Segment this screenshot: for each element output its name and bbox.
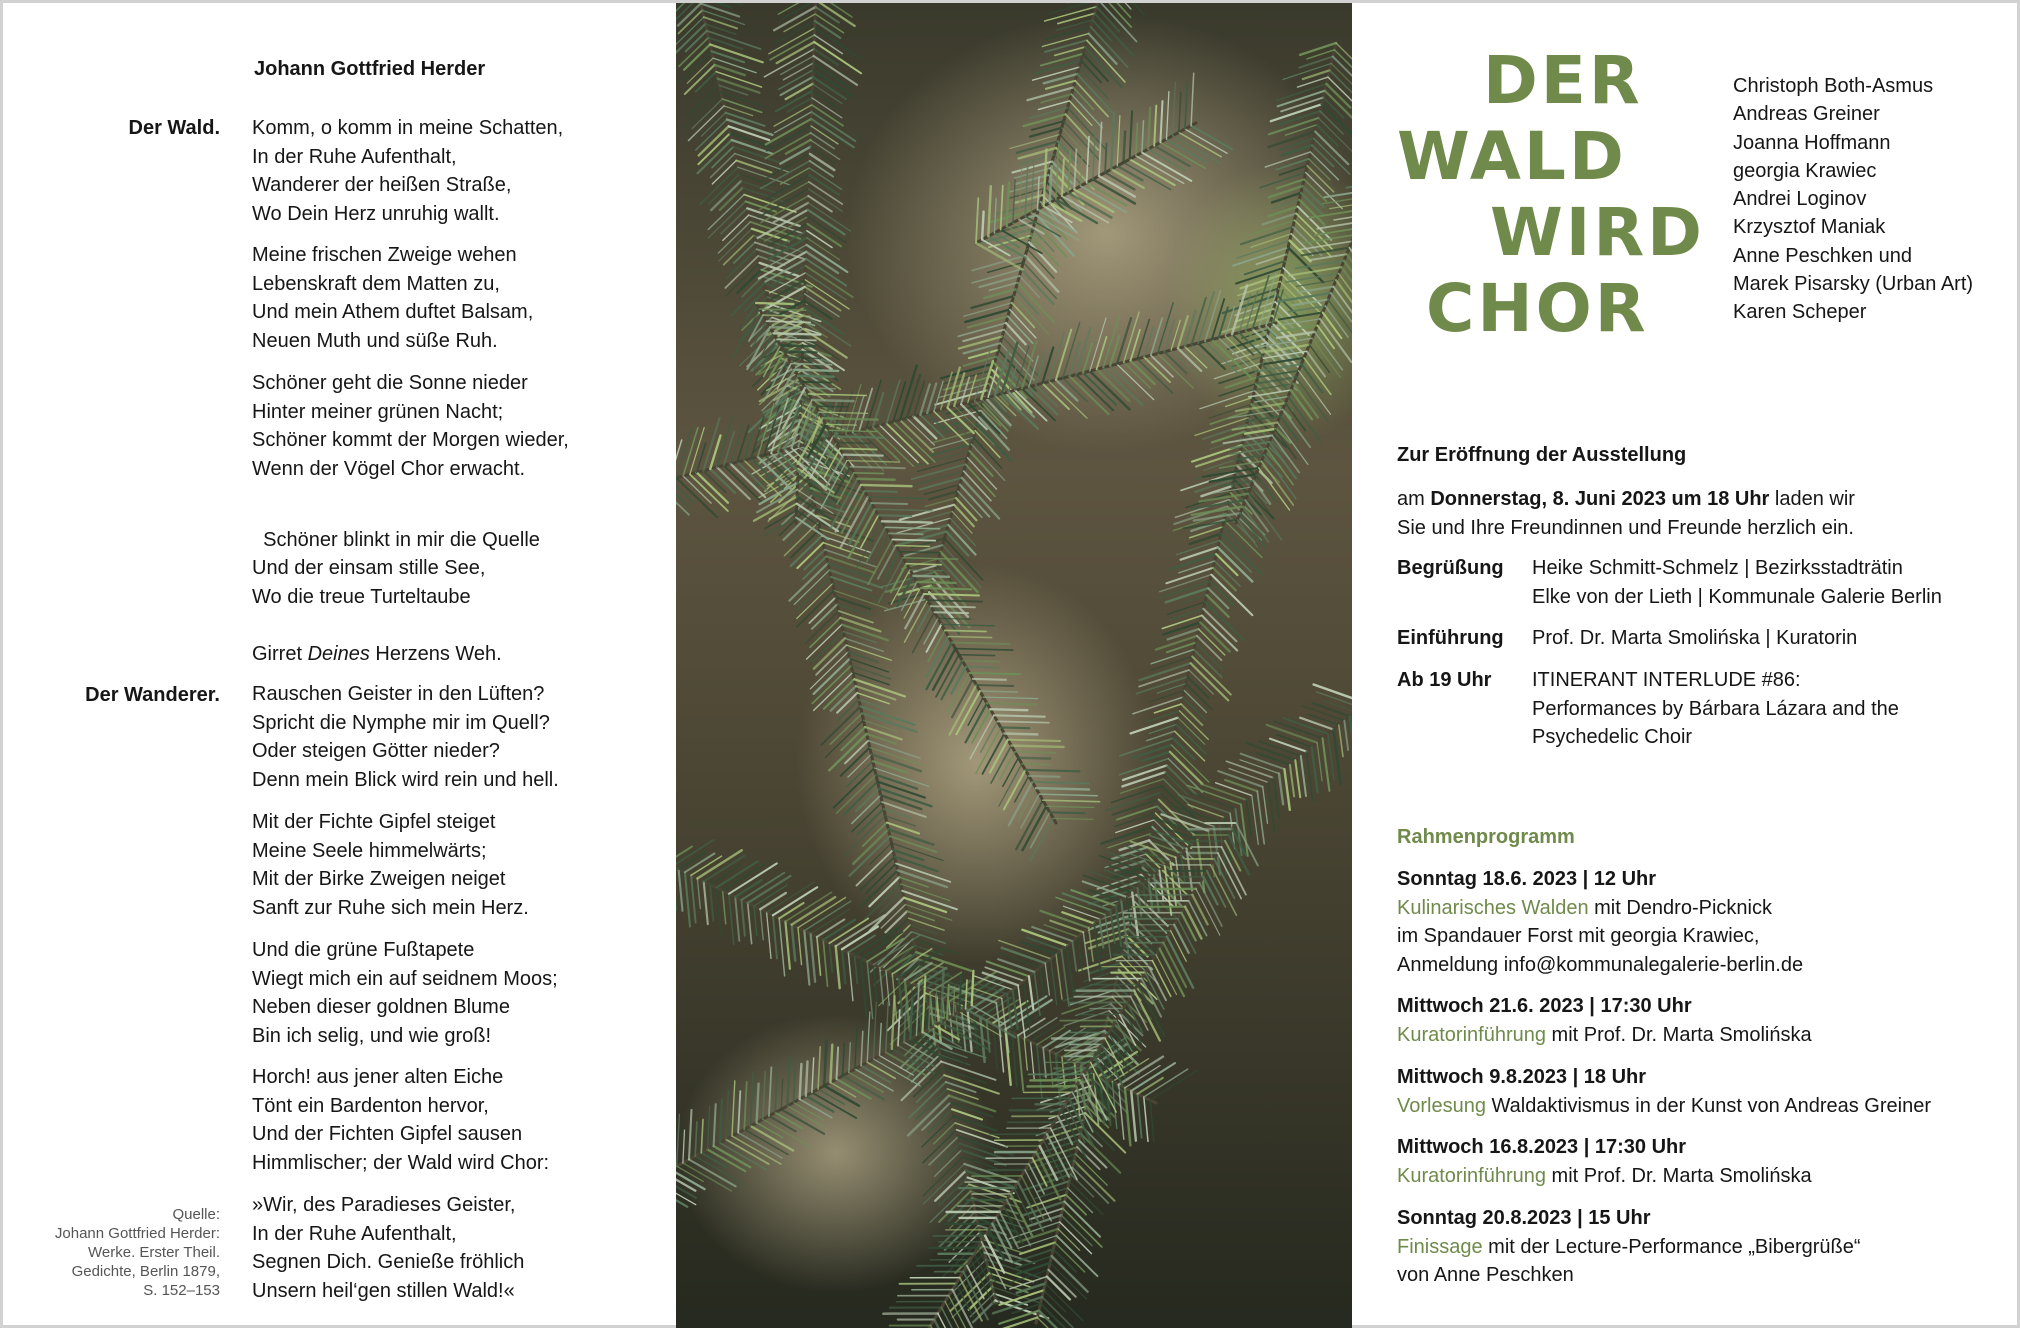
event-description [1397,1021,1812,1050]
event-date: Sonntag 18.6. 2023 | 12 Uhr [1397,868,1657,890]
rahmenprogramm-heading: Rahmenprogramm [1397,826,1575,848]
source-line: Quelle: [172,1206,220,1223]
program-label: Ab 19 Uhr [1397,669,1492,691]
poem-author: Johann Gottfried Herder [254,58,486,80]
opening-invitation [1397,485,1855,542]
stanza-8: Horch! aus jener alten Eiche Tönt ein Bardenton hervor, Und der Fichten Gipfel sausen Himmlischer; der Wald wird Chor: [252,1066,550,1174]
fir-branches-photo [676,3,1352,1328]
event-date: Mittwoch 16.8.2023 | 17:30 Uhr [1397,1136,1687,1158]
title-line-3: WIRD [1490,194,1705,271]
event-description [1397,1233,1861,1262]
program-label: Begrüßung [1397,557,1504,579]
program-text [1532,554,1942,611]
event-description [1397,1162,1812,1191]
event-description [1397,894,1803,923]
opening-pre: am [1397,488,1431,510]
poem-heading-der-wald: Der Wald. [128,117,220,139]
stanza-5: Rauschen Geister in den Lüften? Spricht die Nymphe mir im Quell? Oder steigen Götter nieder? Denn mein Blick wird rein und hell. [252,683,559,791]
event-extra-line: im Spandauer Forst mit georgia Krawiec, [1397,925,1760,947]
opening-line-2: Sie und Ihre Freundinnen und Freunde herzlich ein. [1397,516,1854,539]
artist-name: Krzysztof Maniak [1733,216,1886,239]
opening-post: laden wir [1769,488,1855,510]
stanza-9: »Wir, des Paradieses Geister, In der Ruhe Aufenthalt, Segnen Dich. Genieße fröhlich Unsern heil‘gen stillen Wald!« [252,1194,525,1302]
last-line-pre: Girret [252,642,308,665]
stanza-4 [252,497,540,697]
program-line: Psychedelic Choir [1532,726,1693,748]
event-description [1397,1092,1931,1121]
event-date: Mittwoch 9.8.2023 | 18 Uhr [1397,1066,1647,1088]
program-line: Prof. Dr. Marta Smolińska | Kuratorin [1532,627,1858,649]
artist-name: Andreas Greiner [1733,103,1880,126]
event-item [1397,992,1812,1049]
event-extra-line: Anmeldung info@kommunalegalerie-berlin.de [1397,953,1804,976]
opening-line-1 [1397,485,1855,514]
poem-source [20,1205,220,1300]
event-rest: mit Prof. Dr. Marta Smolińska [1545,1023,1812,1046]
source-line: Gedichte, Berlin 1879, [71,1263,220,1280]
event-highlight: Kuratorinführung [1397,1164,1546,1187]
artist-name: georgia Krawiec [1733,159,1877,182]
last-line-post: Herzens Weh. [369,642,502,665]
title-line-2: WALD [1397,118,1627,195]
artist-name: Andrei Loginov [1733,188,1867,211]
program-line: Elke von der Lieth | Kommunale Galerie Berlin [1532,585,1942,608]
event-date: Mittwoch 21.6. 2023 | 17:30 Uhr [1397,995,1692,1017]
stanza-2: Meine frischen Zweige wehen Lebenskraft dem Matten zu, Und mein Athem duftet Balsam, Neuen Muth und süße Ruh. [252,244,534,352]
event-item [1397,1063,1931,1120]
artist-name: Karen Scheper [1733,301,1867,324]
event-rest: mit der Lecture-Performance „Bibergrüße“ [1482,1235,1861,1258]
event-rest: mit Dendro-Picknick [1588,896,1772,919]
event-item [1397,865,1803,979]
program-line: ITINERANT INTERLUDE #86: [1532,669,1801,691]
source-line: S. 152–153 [143,1282,220,1299]
stanza-3: Schöner geht die Sonne nieder Hinter meiner grünen Nacht; Schöner kommt der Morgen wieder, Wenn der Vögel Chor erwacht. [252,372,569,480]
event-rest: mit Prof. Dr. Marta Smolińska [1545,1164,1812,1187]
title-line-1: DER [1483,42,1643,119]
poem-heading-der-wanderer: Der Wanderer. [85,684,220,706]
program-label: Einführung [1397,627,1504,649]
stanza-4-last-line [252,640,540,669]
event-item [1397,1204,1861,1290]
event-extra-line: von Anne Peschken [1397,1264,1574,1286]
last-line-emphasis: Deines [307,642,370,665]
program-text [1532,666,1899,752]
event-rest: Waldaktivismus in der Kunst von Andreas Greiner [1485,1094,1931,1117]
stanza-1: Komm, o komm in meine Schatten, In der Ruhe Aufenthalt, Wanderer der heißen Straße, Wo Dein Herz unruhig wallt. [252,117,564,225]
program-line: Heike Schmitt-Schmelz | Bezirksstadträtin [1532,557,1903,579]
artist-name: Joanna Hoffmann [1733,131,1891,154]
stanza-6: Mit der Fichte Gipfel steiget Meine Seele himmelwärts; Mit der Birke Zweigen neiget Sanft zur Ruhe sich mein Herz. [252,811,529,919]
event-highlight: Vorlesung [1397,1094,1486,1117]
event-highlight: Finissage [1397,1235,1483,1258]
event-date: Sonntag 20.8.2023 | 15 Uhr [1397,1207,1651,1229]
artist-name: Anne Peschken und [1733,244,1913,267]
opening-heading: Zur Eröffnung der Ausstellung [1397,444,1687,466]
source-line: Johann Gottfried Herder: [54,1225,220,1242]
artist-name: Christoph Both-Asmus [1733,75,1934,97]
program-line: Performances by Bárbara Lázara and the [1532,697,1899,720]
source-line: Werke. Erster Theil. [88,1244,220,1261]
event-highlight: Kuratorinführung [1397,1023,1546,1046]
artist-name: Marek Pisarsky (Urban Art) [1733,273,1974,296]
opening-date: Donnerstag, 8. Juni 2023 um 18 Uhr [1430,488,1770,510]
event-item [1397,1133,1812,1190]
artist-list [1733,72,1973,327]
title-line-4: CHOR [1426,270,1649,347]
stanza-4-lines: Schöner blinkt in mir die Quelle Und der einsam stille See, Wo die treue Turteltaube [252,528,540,608]
stanza-7: Und die grüne Fußtapete Wiegt mich ein auf seidnem Moos; Neben dieser goldnen Blume Bin ich selig, und wie groß! [252,939,558,1047]
event-highlight: Kulinarisches Walden [1397,896,1589,919]
program-text [1532,624,1857,653]
